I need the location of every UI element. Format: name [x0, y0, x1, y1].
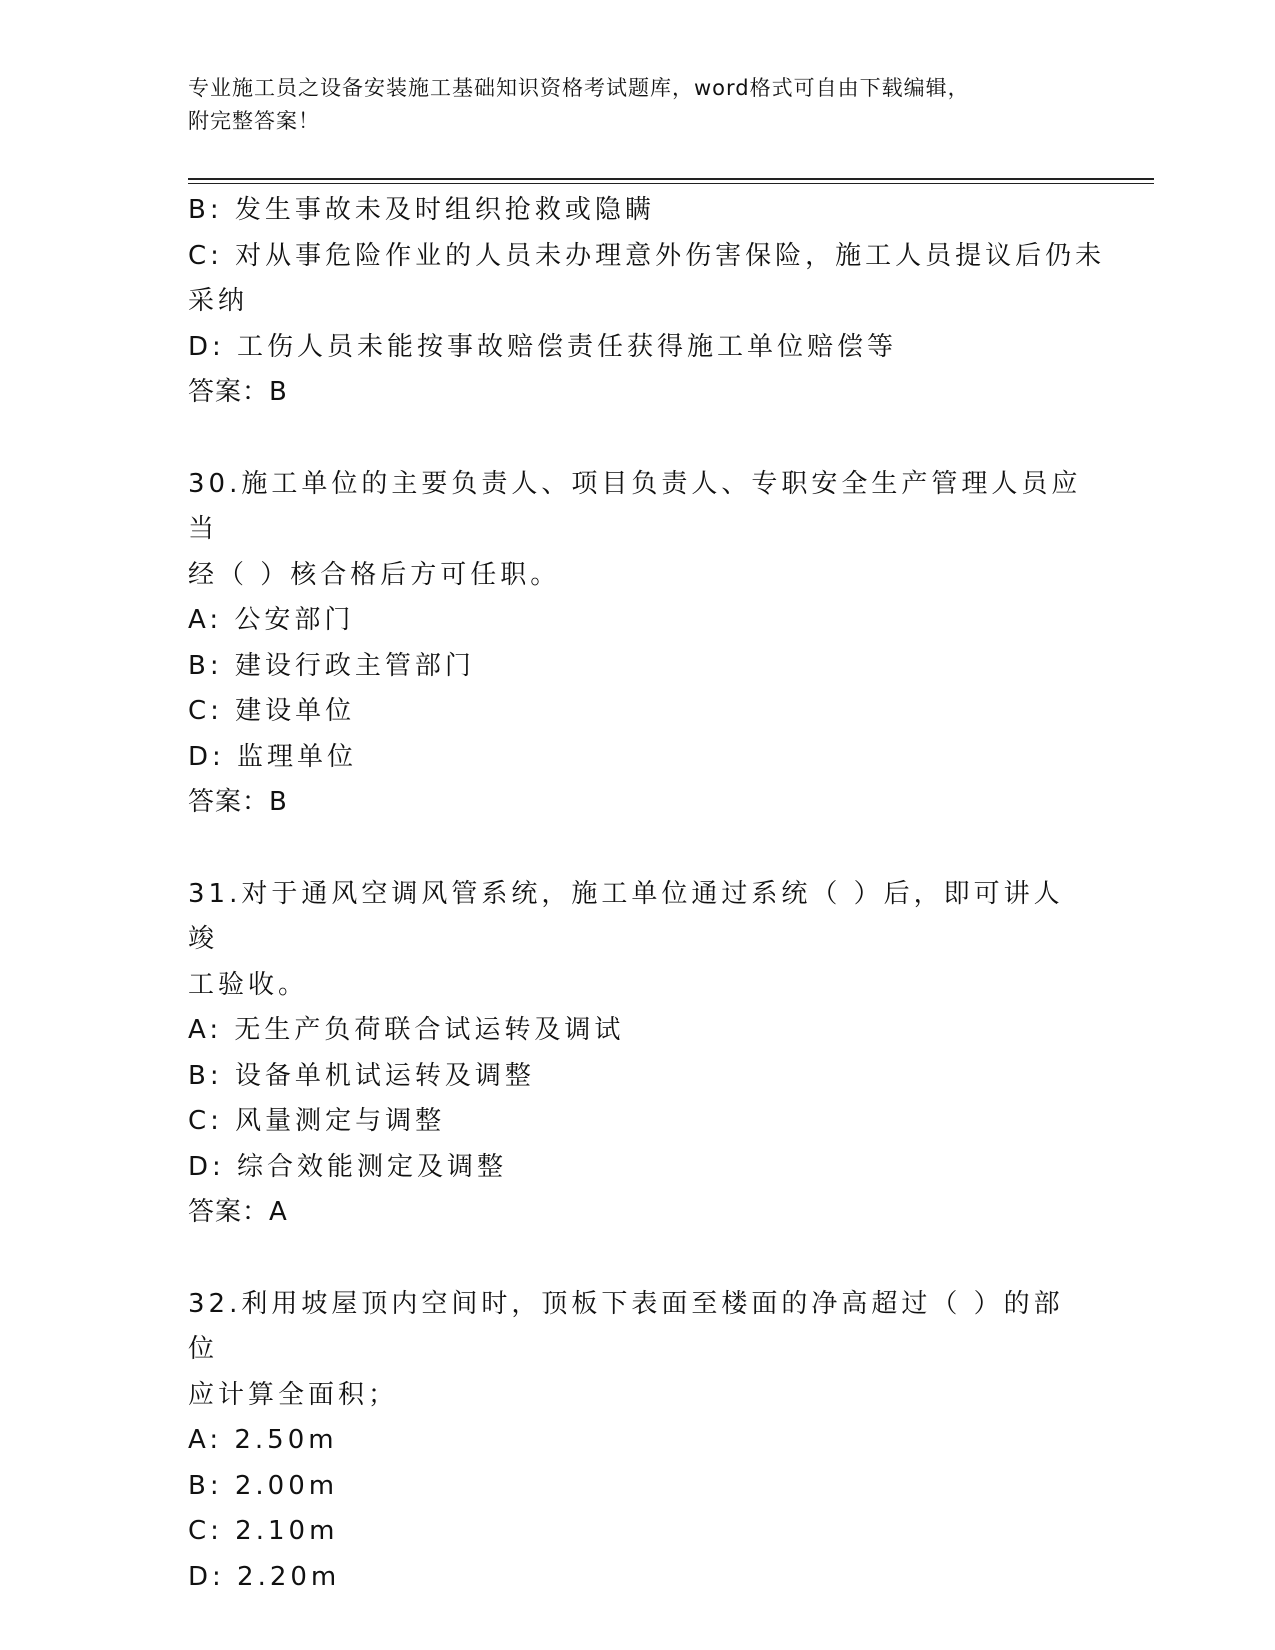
question-29-continued	[188, 188, 1106, 416]
document-header	[188, 72, 1068, 138]
header-line-1: 专业施工员之设备安装施工基础知识资格考试题库，word格式可自由下载编辑，	[188, 76, 970, 100]
answer-line: 答案：A	[188, 1197, 288, 1227]
header-line-2: 附完整答案！	[188, 109, 320, 133]
option-c-continued: 采纳	[188, 286, 249, 316]
question-list	[188, 188, 1106, 1600]
question-gap	[188, 1236, 1088, 1282]
option-c: C: 建设单位	[188, 696, 356, 726]
option-c: C: 风量测定与调整	[188, 1106, 446, 1136]
option-d: D: 工伤人员未能按事故赔偿责任获得施工单位赔偿等	[188, 331, 898, 362]
option-b: B: 设备单机试运转及调整	[188, 1060, 535, 1091]
option-b: B: 2.00m	[188, 1470, 339, 1501]
option-c: C: 对从事危险作业的人员未办理意外伤害保险，施工人员提议后仍未	[188, 240, 1106, 271]
question-stem-line: 32.利用坡屋顶内空间时，顶板下表面至楼面的净高超过（ ）的部位	[188, 1288, 1064, 1364]
question-stem-line: 31.对于通风空调风管系统，施工单位通过系统（ ）后，即可讲人竣	[188, 878, 1064, 954]
answer-line: 答案：B	[188, 787, 288, 817]
option-b: B: 建设行政主管部门	[188, 650, 475, 681]
option-a: A: 公安部门	[188, 605, 355, 635]
question-30	[188, 462, 1088, 826]
header-rule-thin	[188, 183, 1154, 184]
question-stem-line: 应计算全面积；	[188, 1379, 399, 1410]
option-a: A: 2.50m	[188, 1425, 338, 1455]
question-32	[188, 1282, 1088, 1601]
question-stem-line: 工验收。	[188, 969, 309, 1000]
option-b: B: 发生事故未及时组织抢救或隐瞒	[188, 195, 655, 225]
answer-line: 答案：B	[188, 377, 288, 407]
option-d: D: 监理单位	[188, 741, 358, 772]
option-c: C: 2.10m	[188, 1516, 339, 1546]
question-gap	[188, 416, 1088, 462]
question-stem-line: 30.施工单位的主要负责人、项目负责人、专职安全生产管理人员应当	[188, 468, 1082, 544]
question-31	[188, 872, 1088, 1236]
option-d: D: 综合效能测定及调整	[188, 1151, 508, 1182]
option-d: D: 2.20m	[188, 1561, 341, 1592]
question-stem-line: 经（ ）核合格后方可任职。	[188, 559, 561, 590]
question-gap	[188, 826, 1088, 872]
header-rule-thick	[188, 178, 1154, 180]
option-a: A: 无生产负荷联合试运转及调试	[188, 1015, 625, 1045]
